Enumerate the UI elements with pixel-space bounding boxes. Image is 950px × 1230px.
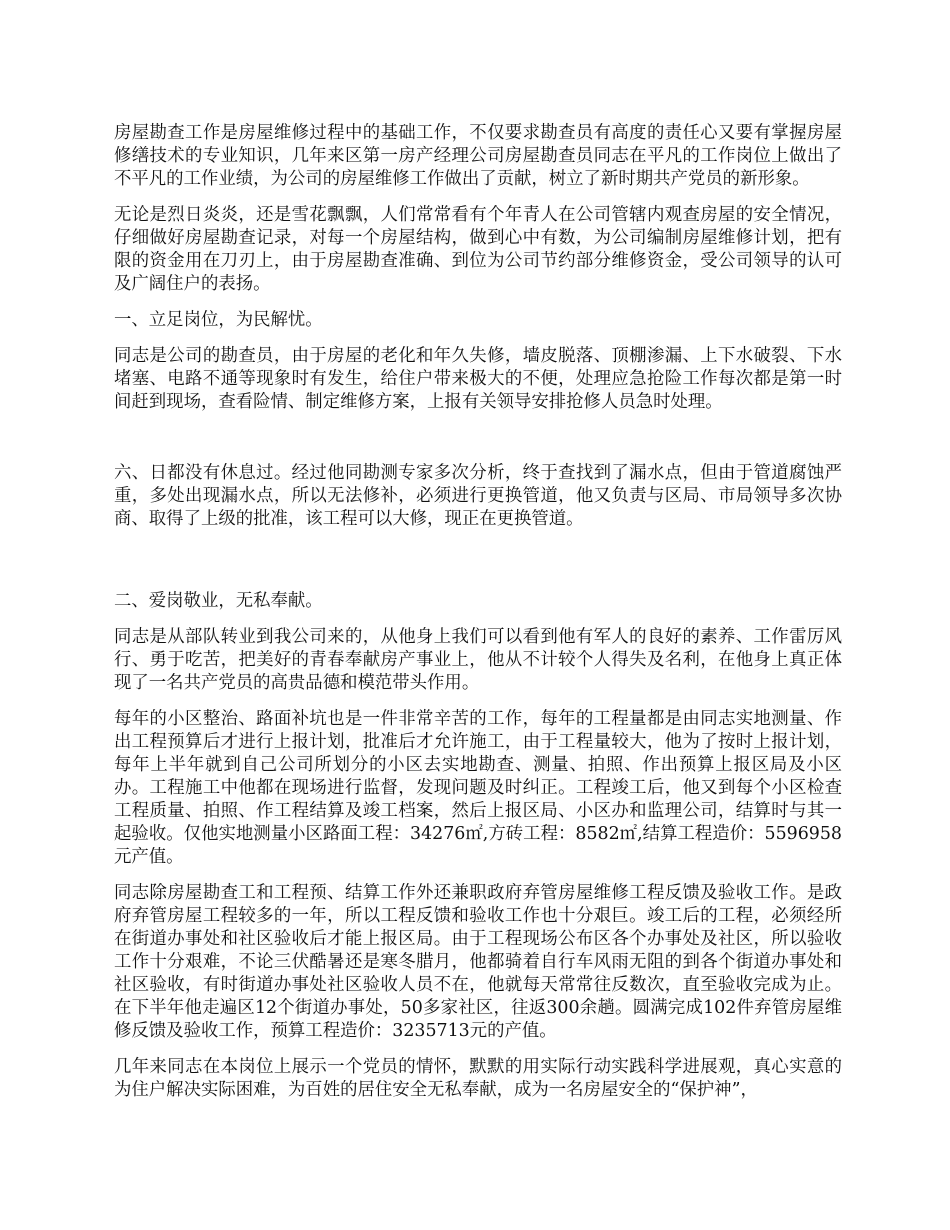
paragraph-weather: 无论是烈日炎炎，还是雪花飘飘，人们常常看有个年青人在公司管辖内观查房屋的安全情况，仔细做好房屋勘查记录，对每一个房屋结构，做到心中有数，为公司编制房屋维修计划，把有限的资金用在刀刃上，由于房屋勘查准确、到位为公司节约部分维修资金，受公司领导的认可及广阔住户的表扬。 bbox=[114, 205, 842, 294]
paragraph-intro: 房屋勘查工作是房屋维修过程中的基础工作，不仅要求勘查员有高度的责任心又要有掌握房屋修缮技术的专业知识，几年来区第一房产经理公司房屋勘查员同志在平凡的工作岗位上做出了不平凡的工作业绩，为公司的房屋维修工作做出了贡献，树立了新时期共产党员的新形象。 bbox=[114, 123, 842, 189]
paragraph-army: 同志是从部队转业到我公司来的，从他身上我们可以看到他有军人的良好的素养、工作雷厉风行、勇于吃苦，把美好的青春奉献房产事业上，他从不计较个人得失及名利，在他身上真正体现了一名共产党员的高贵品德和模范带头作用。 bbox=[114, 627, 842, 693]
spacer bbox=[114, 544, 842, 590]
document-body bbox=[114, 122, 842, 1115]
section-heading-2: 二、爱岗敬业，无私奉献。 bbox=[114, 591, 323, 611]
paragraph-inspector: 同志是公司的勘查员，由于房屋的老化和年久失修，墙皮脱落、顶棚渗漏、上下水破裂、下水堵塞、电路不通等现象时有发生，给住户带来极大的不便，处理应急抢险工作每次都是第一时间赶到现场，查看险情、制定维修方案，上报有关领导安排抢修人员急时处理。 bbox=[114, 346, 842, 412]
paragraph-acceptance: 同志除房屋勘查工和工程预、结算工作外还兼职政府弃管房屋维修工程反馈及验收工作。是政府弃管房屋工程较多的一年，所以工程反馈和验收工作也十分艰巨。竣工后的工程，必须经所在街道办事处和社区验收后才能上报区局。由于工程现场公布区各个办事处及社区，所以验收工作十分艰难，不论三伏酷暑还是寒冬腊月，他都骑着自行车风雨无阻的到各个街道办事处和社区验收，有时街道办事处社区验收人员不在，他就每天常常往反数次，直至验收完成为止。在下半年他走遍区12个街道办事处，50多家社区，往返300余趟。圆满完成102件弃管房屋维修反馈及验收工作，预算工程造价：3235713元的产值。 bbox=[114, 883, 842, 1041]
paragraph-community-works: 每年的小区整治、路面补坑也是一件非常辛苦的工作，每年的工程量都是由同志实地测量、作出工程预算后才进行上报计划，批准后才允许施工，由于工程量较大，他为了按时上报计划，每年上半年就到自己公司所划分的小区去实地勘查、测量、拍照、作出预算上报区局及小区办。工程施工中他都在现场进行监督，发现问题及时纠正。工程竣工后，他又到每个小区检查工程质量、拍照、作工程结算及竣工档案，然后上报区局、小区办和监理公司，结算时与其一起验收。仅他实地测量小区路面工程：34276㎡,方砖工程：8582㎡,结算工程造价：5596958元产值。 bbox=[114, 709, 842, 867]
paragraph-closing: 几年来同志在本岗位上展示一个党员的情怀，默默的用实际行动实践科学进展观，真心实意的为住户解决实际困难，为百姓的居住安全无私奉献，成为一名房屋安全的“保护神”， bbox=[114, 1057, 842, 1100]
spacer bbox=[114, 427, 842, 462]
paragraph-leak: 六、日都没有休息过。经过他同勘测专家多次分析，终于查找到了漏水点，但由于管道腐蚀严重，多处出现漏水点，所以无法修补，必须进行更换管道，他又负责与区局、市局领导多次协商、取得了上级的批准，该工程可以大修，现正在更换管道。 bbox=[114, 463, 842, 529]
section-heading-1: 一、立足岗位，为民解忧。 bbox=[114, 310, 323, 330]
